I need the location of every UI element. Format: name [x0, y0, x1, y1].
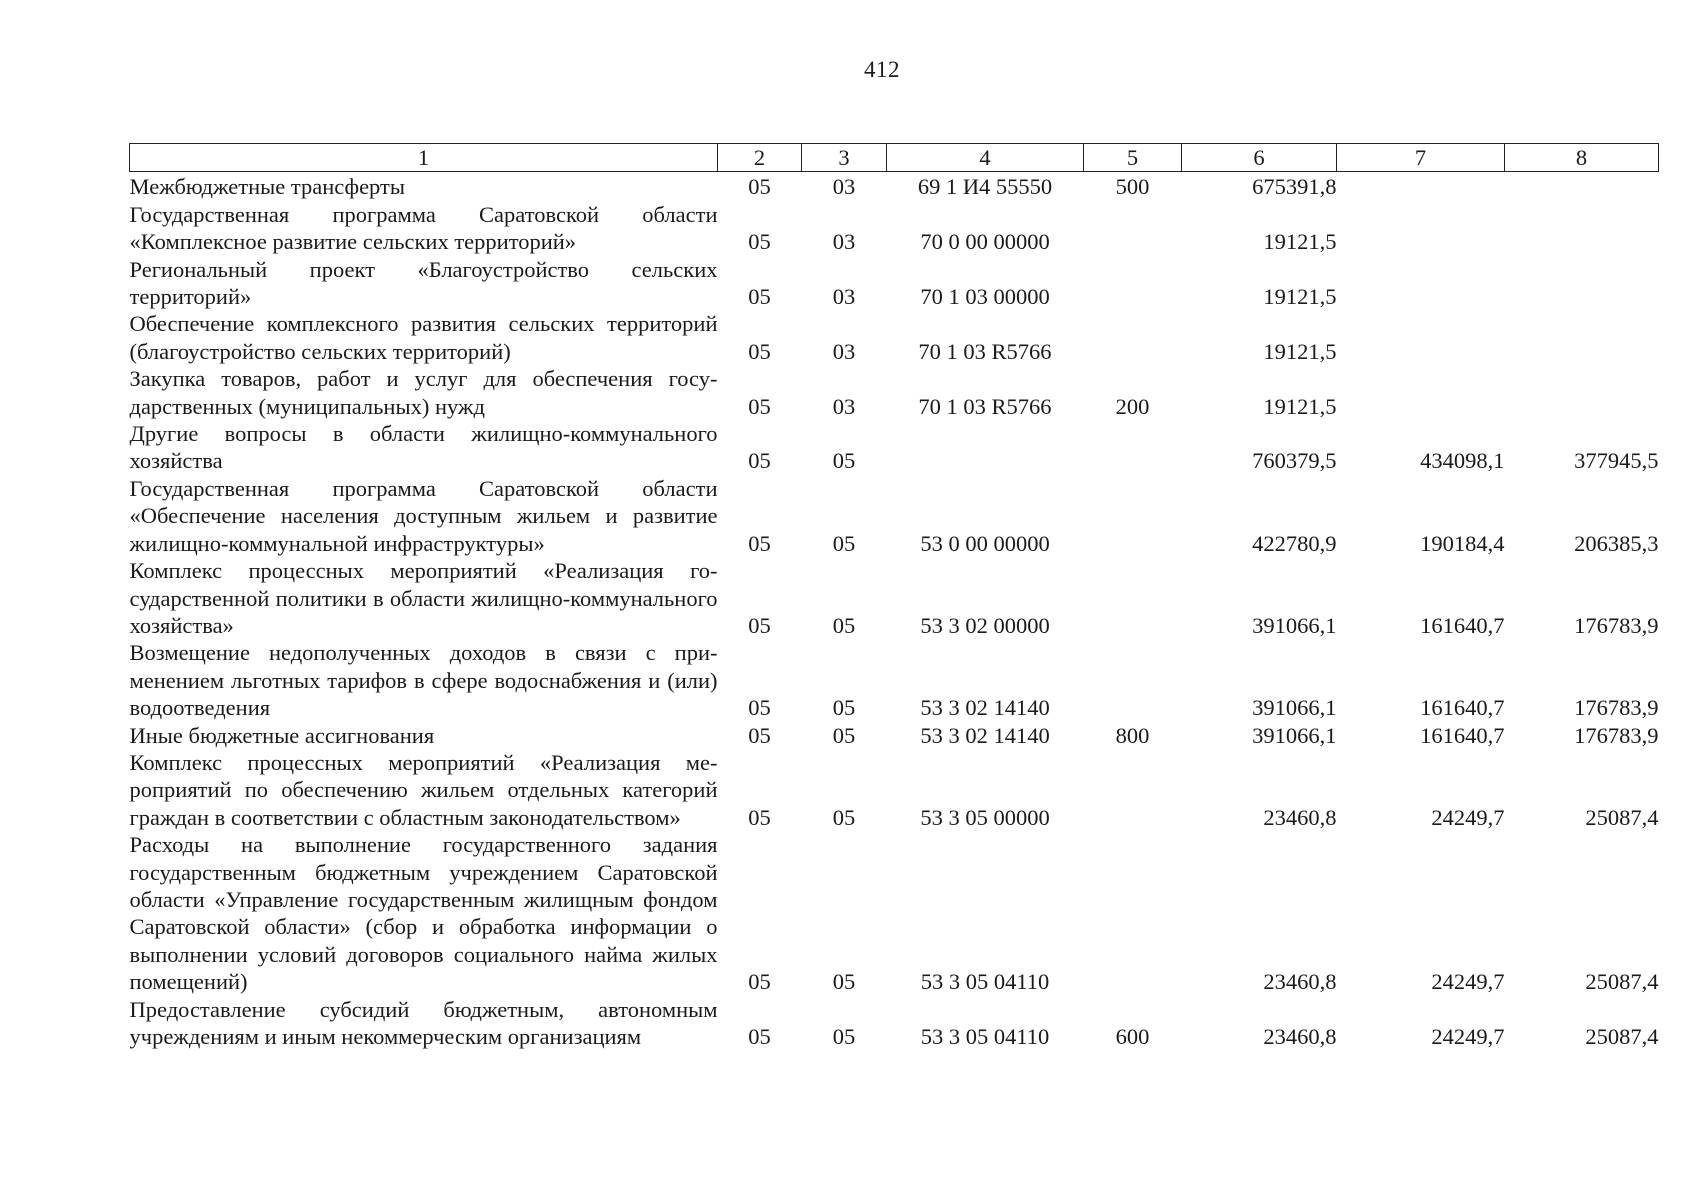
amount-col-8	[1505, 256, 1659, 311]
expense-type-code	[1084, 831, 1182, 995]
amount-col-7: 24249,7	[1431, 1024, 1505, 1049]
section-code: 05	[748, 530, 771, 556]
subsection-code: 05	[832, 530, 856, 556]
table-row	[130, 310, 1659, 365]
amount-col-7: 190184,4	[1420, 530, 1505, 556]
amount-col-8	[1505, 365, 1659, 420]
amount-col-6: 760379,5	[1252, 448, 1337, 474]
subsection-code: 05	[832, 804, 856, 830]
target-article-code: 53 0 00 00000	[920, 530, 1050, 556]
amount-col-6: 19121,5	[1263, 393, 1337, 419]
amount-col-7	[1337, 201, 1505, 256]
amount-col-6: 391066,1	[1252, 722, 1337, 748]
table-row	[130, 557, 1659, 639]
amount-col-6: 19121,5	[1263, 338, 1337, 364]
amount-col-8: 25087,4	[1585, 804, 1659, 830]
row-name: Комплекс процессных мероприятий «Реализация мероприятий по обеспечению жильем отдельных категорий граждан в соответствии с областным законодательством»	[129, 749, 718, 830]
subsection-code: 03	[832, 338, 856, 364]
amount-col-8: 25087,4	[1585, 969, 1659, 995]
amount-col-7: 161640,7	[1420, 695, 1505, 721]
section-code: 05	[748, 174, 771, 200]
budget-table	[129, 143, 1659, 1050]
header-col-7: 7	[1337, 144, 1505, 172]
row-name: Закупка товаров, работ и услуг для обеспечения государственных (муниципальных) нужд	[129, 366, 718, 419]
row-name: Комплекс процессных мероприятий «Реализация государственной политики в области жилищно-​коммунального хозяйства»	[129, 558, 718, 638]
target-article-code	[887, 420, 1084, 475]
amount-col-8: 176783,9	[1574, 612, 1659, 638]
expense-type-code	[1084, 557, 1182, 639]
target-article-code: 53 3 05 00000	[920, 804, 1050, 830]
section-code: 05	[748, 804, 771, 830]
amount-col-8	[1505, 172, 1659, 201]
page-number: 412	[864, 57, 900, 82]
row-name: Предоставление субсидий бюджетным, автономным учреждениям и иным некоммерческим организациям	[129, 996, 718, 1049]
target-article-code: 53 3 02 00000	[920, 612, 1050, 638]
table-header	[130, 144, 1659, 172]
expense-type-code: 500	[1115, 174, 1150, 200]
amount-col-8	[1505, 310, 1659, 365]
row-name: Возмещение недополученных доходов в связи с применением льготных тарифов в сфере водоснабжения и (или) водоотведения	[129, 640, 718, 721]
amount-col-7: 161640,7	[1420, 612, 1505, 638]
target-article-code: 53 3 02 14140	[920, 695, 1050, 721]
expense-type-code	[1084, 749, 1182, 831]
section-code: 05	[748, 448, 771, 474]
subsection-code: 03	[832, 393, 856, 419]
expense-type-code	[1084, 201, 1182, 256]
amount-col-7: 161640,7	[1420, 722, 1505, 748]
table-row	[130, 831, 1659, 995]
expense-type-code	[1084, 639, 1182, 721]
amount-col-8: 25087,4	[1585, 1024, 1659, 1049]
amount-col-8: 206385,3	[1574, 530, 1659, 556]
header-col-4: 4	[887, 144, 1084, 172]
target-article-code: 70 1 03 R5766	[918, 393, 1052, 419]
table-row	[130, 639, 1659, 721]
header-col-1: 1	[130, 144, 718, 172]
section-code: 05	[748, 1024, 771, 1049]
target-article-code: 69 1 И4 55550	[917, 174, 1053, 200]
amount-col-8: 377945,5	[1574, 448, 1659, 474]
amount-col-7	[1337, 172, 1505, 201]
amount-col-7	[1337, 310, 1505, 365]
table-row	[130, 365, 1659, 420]
row-name: Государственная программа Саратовской области «Комплексное развитие сельских территорий»	[129, 201, 718, 255]
amount-col-8: 176783,9	[1574, 695, 1659, 721]
row-name: Межбюджетные трансферты	[129, 174, 405, 200]
subsection-code: 05	[832, 969, 856, 995]
subsection-code: 03	[832, 229, 856, 255]
expense-type-code	[1084, 256, 1182, 311]
header-col-6: 6	[1182, 144, 1337, 172]
row-name: Обеспечение комплексного развития сельских территорий (благоустройство сельских территорий)	[129, 311, 718, 364]
amount-col-6: 23460,8	[1263, 804, 1337, 830]
amount-col-7: 24249,7	[1431, 969, 1505, 995]
table-row	[130, 420, 1659, 475]
table-row	[130, 996, 1659, 1051]
section-code: 05	[748, 284, 771, 310]
target-article-code: 70 1 03 R5766	[918, 338, 1052, 364]
amount-col-6: 675391,8	[1252, 174, 1337, 200]
section-code: 05	[748, 612, 771, 638]
amount-col-6: 19121,5	[1263, 284, 1337, 310]
target-article-code: 70 0 00 00000	[920, 229, 1050, 255]
table-row	[130, 256, 1659, 311]
amount-col-7	[1337, 365, 1505, 420]
header-row	[130, 144, 1659, 172]
subsection-code: 05	[832, 722, 856, 748]
expense-type-code: 200	[1115, 393, 1150, 419]
amount-col-7: 24249,7	[1431, 804, 1505, 830]
header-col-3: 3	[802, 144, 887, 172]
row-name: Иные бюджетные ассигнования	[129, 722, 435, 748]
target-article-code: 53 3 02 14140	[920, 722, 1050, 748]
header-col-2: 2	[718, 144, 802, 172]
amount-col-7	[1337, 256, 1505, 311]
expense-type-code	[1084, 420, 1182, 475]
section-code: 05	[748, 695, 771, 721]
section-code: 05	[748, 229, 771, 255]
section-code: 05	[748, 393, 771, 419]
table-body	[130, 172, 1659, 1051]
expense-type-code	[1084, 475, 1182, 557]
table-row	[130, 201, 1659, 256]
amount-col-6: 391066,1	[1252, 612, 1337, 638]
section-code: 05	[748, 338, 771, 364]
subsection-code: 05	[832, 448, 856, 474]
subsection-code: 05	[832, 695, 856, 721]
expense-type-code: 800	[1115, 722, 1150, 748]
subsection-code: 05	[832, 612, 856, 638]
amount-col-6: 391066,1	[1252, 695, 1337, 721]
table-row	[130, 749, 1659, 831]
amount-col-6: 23460,8	[1263, 1024, 1337, 1049]
table-row	[130, 172, 1659, 201]
amount-col-8	[1505, 201, 1659, 256]
row-name: Региональный проект «Благоустройство сельских территорий»	[129, 256, 718, 310]
table-row	[130, 475, 1659, 557]
target-article-code: 70 1 03 00000	[920, 284, 1050, 310]
subsection-code: 03	[832, 284, 856, 310]
expense-type-code	[1084, 310, 1182, 365]
target-article-code: 53 3 05 04110	[920, 969, 1050, 995]
subsection-code: 05	[832, 1024, 856, 1049]
subsection-code: 03	[832, 174, 856, 200]
row-name: Расходы на выполнение государственного задания государственным бюджетным учреждением Саратовской области «Управление государственным жилищным фондом Саратовской области» (сбор и обработка информации о выполнении условий договоров социального найма жилых помещений)	[129, 832, 718, 995]
header-col-8: 8	[1505, 144, 1659, 172]
amount-col-6: 23460,8	[1263, 969, 1337, 995]
row-name: Другие вопросы в области жилищно-коммунального хозяйства	[129, 421, 718, 474]
header-col-5: 5	[1084, 144, 1182, 172]
section-code: 05	[748, 722, 771, 748]
expense-type-code: 600	[1115, 1024, 1150, 1049]
target-article-code: 53 3 05 04110	[920, 1024, 1050, 1049]
table-row	[130, 722, 1659, 749]
amount-col-7: 434098,1	[1420, 448, 1505, 474]
amount-col-8: 176783,9	[1574, 722, 1659, 748]
amount-col-6: 422780,9	[1252, 530, 1337, 556]
section-code: 05	[748, 969, 771, 995]
row-name: Государственная программа Саратовской области «Обеспечение населения доступным жильем и развитие жилищно-коммунальной инфраструктуры»	[129, 475, 718, 556]
amount-col-6: 19121,5	[1263, 229, 1337, 255]
